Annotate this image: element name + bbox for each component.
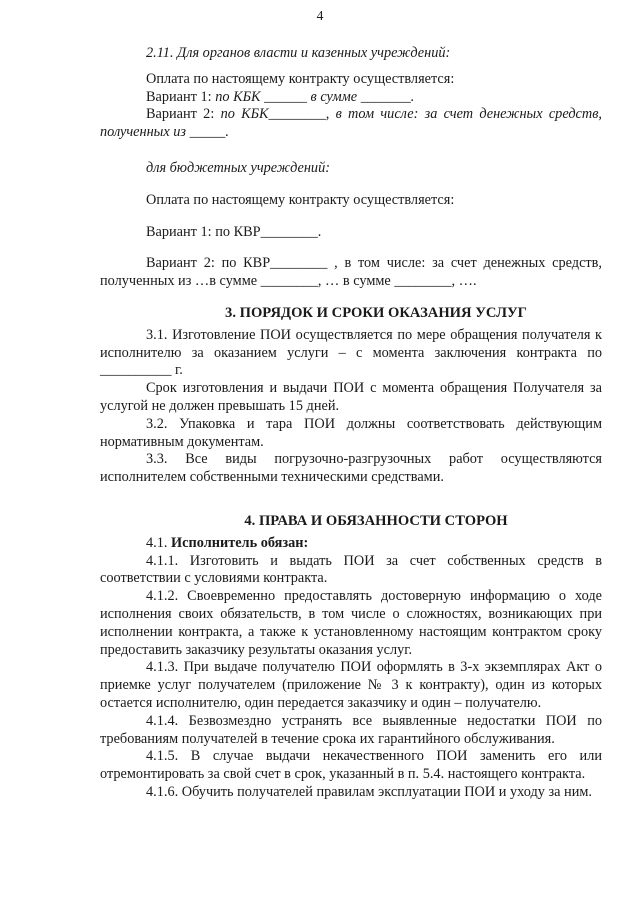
section-3-heading: 3. ПОРЯДОК И СРОКИ ОКАЗАНИЯ УСЛУГ <box>225 304 527 321</box>
clause-3-1: 3.1. Изготовление ПОИ осуществляется по мере обращения получателя к исполнителю за оказанием услуги – с момента заключения контракта по __________ г. <box>100 326 602 379</box>
section-2-11-number: 2.11. <box>146 45 174 61</box>
variant-1-kvr: Вариант 1: по КВР________. <box>146 223 322 240</box>
variant-2-label: Вариант 2: <box>146 106 221 123</box>
clause-4-1-5: 4.1.5. В случае выдачи некачественного ПОИ заменить его или отремонтировать за свой счет в срок, указанный в п. 5.4. настоящего контракта. <box>100 748 602 783</box>
variant-2-text: по КБК________, в том числе: за счет денежных средств, полученных из _____. <box>100 106 603 141</box>
document-body <box>100 45 602 802</box>
payment-clause-2: Оплата по настоящему контракту осуществляется: <box>146 191 455 208</box>
variant-2-kvr: Вариант 2: по КВР________ , в том числе: за счет денежных средств, полученных из …в сумме ________, … в сумме ________, …. <box>100 255 602 290</box>
clause-3-2: 3.2. Упаковка и тара ПОИ должны соответствовать действующим нормативным документам. <box>100 415 602 450</box>
variant-2-kbk <box>100 106 602 142</box>
section-2-11-title: Для органов власти и казенных учреждений: <box>177 45 451 61</box>
clause-4-1-1: 4.1.1. Изготовить и выдать ПОИ за счет собственных средств в соответствии с условиями контракта. <box>100 552 602 587</box>
clause-3-1-term: Срок изготовления и выдачи ПОИ с момента обращения Получателя за услугой не должен превышать 15 дней. <box>100 380 602 414</box>
clause-4-1-3: 4.1.3. При выдаче получателю ПОИ оформлять в 3-х экземплярах Акт о приемке услуг получателем (приложение № 3 к контракту), один из которых остается исполнителю, один передается заказчику и один – получателю. <box>100 659 602 711</box>
clause-4-1 <box>100 535 602 553</box>
variant-1-label: Вариант 1: <box>146 88 216 105</box>
variant-1-kbk <box>100 89 602 107</box>
clause-4-1-title: Исполнитель обязан: <box>171 534 309 551</box>
variant-1-text: по КБК ______ в сумме _______. <box>215 88 415 105</box>
clause-4-1-6: 4.1.6. Обучить получателей правилам эксплуатации ПОИ и уходу за ним. <box>146 783 592 800</box>
clause-4-1-number: 4.1. <box>146 534 172 551</box>
section-2-11-heading <box>100 45 602 63</box>
clause-3-3: 3.3. Все виды погрузочно-разгрузочных работ осуществляются исполнителем собственными техническими средствами. <box>100 451 602 486</box>
section-4-heading: 4. ПРАВА И ОБЯЗАННОСТИ СТОРОН <box>244 512 508 529</box>
clause-4-1-4: 4.1.4. Безвозмездно устранять все выявленные недостатки ПОИ по требованиям получателей в течение срока их гарантийного обслуживания. <box>100 712 602 747</box>
budget-institutions-heading: для бюджетных учреждений: <box>146 159 330 176</box>
page-number: 4 <box>316 8 324 23</box>
payment-clause-1: Оплата по настоящему контракту осуществляется: <box>146 70 455 87</box>
clause-4-1-2: 4.1.2. Своевременно предоставлять достоверную информацию о ходе исполнения своих обязательств, в том числе о сложностях, возникающих при исполнении контракта, а также к установленному настоящим контрактом сроку предоставить заказчику результаты оказания услуг. <box>100 588 602 658</box>
